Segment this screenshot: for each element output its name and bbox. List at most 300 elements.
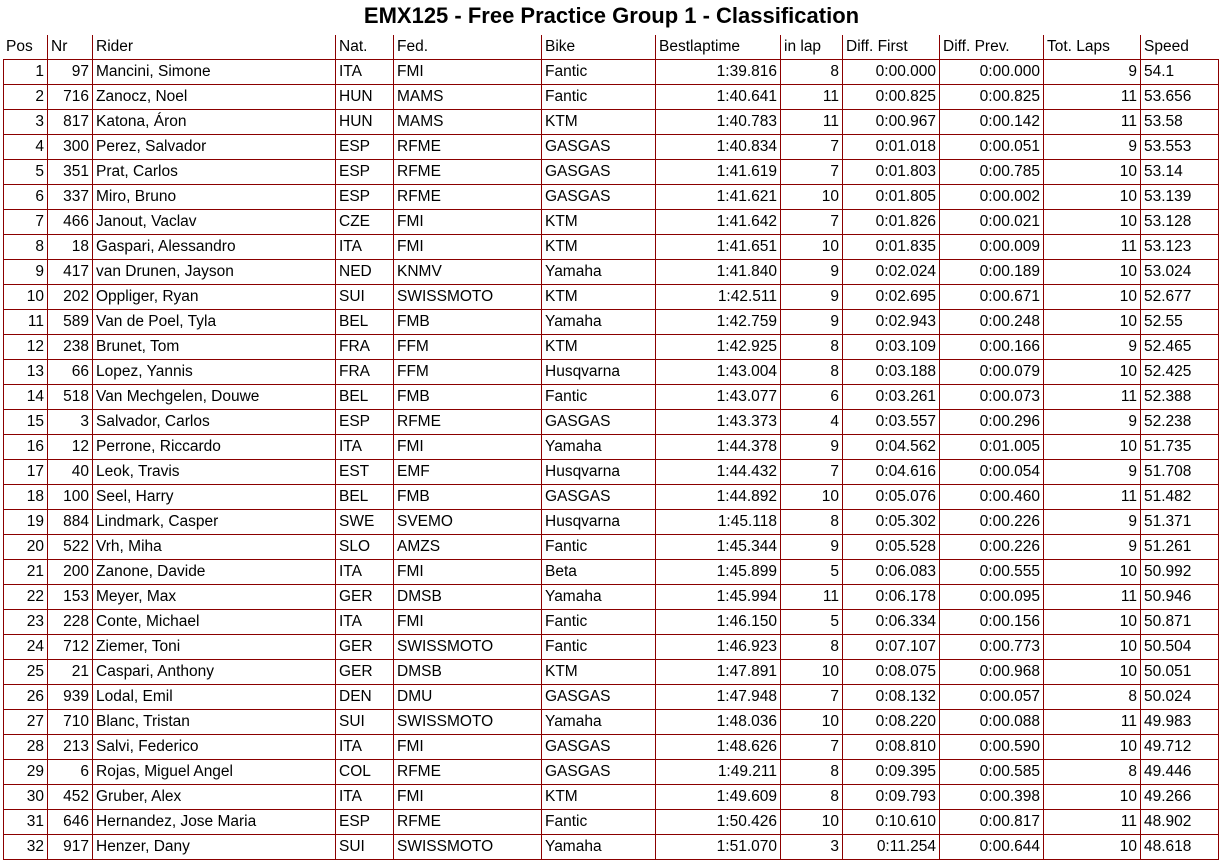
cell-nat: SLO xyxy=(335,535,393,560)
cell-bike: Fantic xyxy=(541,635,655,660)
cell-bestlaptime: 1:47.948 xyxy=(655,685,780,710)
cell-pos: 12 xyxy=(3,335,47,360)
cell-pos: 14 xyxy=(3,385,47,410)
cell-nat: ITA xyxy=(335,60,393,85)
cell-difffirst: 0:05.302 xyxy=(842,510,939,535)
cell-nat: ESP xyxy=(335,410,393,435)
cell-totlaps: 10 xyxy=(1043,560,1140,585)
cell-pos: 26 xyxy=(3,685,47,710)
cell-speed: 49.446 xyxy=(1140,760,1219,785)
cell-bestlaptime: 1:47.891 xyxy=(655,660,780,685)
cell-inlap: 5 xyxy=(780,610,842,635)
cell-nat: SWE xyxy=(335,510,393,535)
cell-rider: Brunet, Tom xyxy=(92,335,335,360)
cell-bestlaptime: 1:46.923 xyxy=(655,635,780,660)
cell-fed: SWISSMOTO xyxy=(393,285,541,310)
cell-bestlaptime: 1:40.834 xyxy=(655,135,780,160)
cell-diffprev: 0:00.226 xyxy=(939,510,1043,535)
cell-nr: 213 xyxy=(47,735,92,760)
cell-rider: Seel, Harry xyxy=(92,485,335,510)
cell-fed: DMU xyxy=(393,685,541,710)
cell-nr: 452 xyxy=(47,785,92,810)
table-row xyxy=(3,135,1219,160)
cell-difffirst: 0:06.083 xyxy=(842,560,939,585)
cell-bike: Fantic xyxy=(541,810,655,835)
cell-nr: 40 xyxy=(47,460,92,485)
cell-fed: FMB xyxy=(393,485,541,510)
cell-totlaps: 10 xyxy=(1043,360,1140,385)
cell-nat: ESP xyxy=(335,810,393,835)
cell-nat: SUI xyxy=(335,835,393,860)
cell-speed: 53.14 xyxy=(1140,160,1219,185)
cell-difffirst: 0:09.793 xyxy=(842,785,939,810)
cell-totlaps: 9 xyxy=(1043,60,1140,85)
cell-nat: ITA xyxy=(335,610,393,635)
cell-pos: 19 xyxy=(3,510,47,535)
cell-bestlaptime: 1:45.344 xyxy=(655,535,780,560)
cell-rider: Van de Poel, Tyla xyxy=(92,310,335,335)
cell-bike: Fantic xyxy=(541,85,655,110)
cell-difffirst: 0:06.178 xyxy=(842,585,939,610)
cell-bestlaptime: 1:51.070 xyxy=(655,835,780,860)
cell-fed: DMSB xyxy=(393,660,541,685)
cell-speed: 50.871 xyxy=(1140,610,1219,635)
cell-difffirst: 0:00.000 xyxy=(842,60,939,85)
cell-fed: RFME xyxy=(393,135,541,160)
cell-nat: ITA xyxy=(335,735,393,760)
cell-inlap: 9 xyxy=(780,535,842,560)
cell-difffirst: 0:07.107 xyxy=(842,635,939,660)
table-row xyxy=(3,360,1219,385)
cell-speed: 52.465 xyxy=(1140,335,1219,360)
cell-bike: Yamaha xyxy=(541,710,655,735)
cell-totlaps: 9 xyxy=(1043,510,1140,535)
cell-inlap: 5 xyxy=(780,560,842,585)
cell-difffirst: 0:08.132 xyxy=(842,685,939,710)
cell-totlaps: 10 xyxy=(1043,735,1140,760)
column-header-diffprev: Diff. Prev. xyxy=(939,35,1043,60)
cell-fed: SWISSMOTO xyxy=(393,835,541,860)
cell-inlap: 8 xyxy=(780,335,842,360)
cell-pos: 7 xyxy=(3,210,47,235)
cell-difffirst: 0:01.803 xyxy=(842,160,939,185)
table-row xyxy=(3,460,1219,485)
cell-bike: Husqvarna xyxy=(541,360,655,385)
cell-speed: 52.238 xyxy=(1140,410,1219,435)
cell-bike: Fantic xyxy=(541,60,655,85)
cell-nr: 939 xyxy=(47,685,92,710)
table-row xyxy=(3,535,1219,560)
cell-nat: HUN xyxy=(335,110,393,135)
cell-totlaps: 9 xyxy=(1043,135,1140,160)
cell-inlap: 10 xyxy=(780,485,842,510)
cell-speed: 52.425 xyxy=(1140,360,1219,385)
table-row xyxy=(3,760,1219,785)
cell-inlap: 8 xyxy=(780,60,842,85)
cell-totlaps: 10 xyxy=(1043,160,1140,185)
cell-nr: 518 xyxy=(47,385,92,410)
cell-speed: 50.992 xyxy=(1140,560,1219,585)
cell-bike: GASGAS xyxy=(541,135,655,160)
cell-inlap: 9 xyxy=(780,285,842,310)
cell-totlaps: 10 xyxy=(1043,785,1140,810)
cell-totlaps: 11 xyxy=(1043,385,1140,410)
cell-nat: NED xyxy=(335,260,393,285)
column-header-inlap: in lap xyxy=(780,35,842,60)
cell-nat: COL xyxy=(335,760,393,785)
cell-speed: 53.656 xyxy=(1140,85,1219,110)
cell-pos: 15 xyxy=(3,410,47,435)
cell-inlap: 10 xyxy=(780,710,842,735)
cell-pos: 6 xyxy=(3,185,47,210)
cell-totlaps: 10 xyxy=(1043,310,1140,335)
cell-fed: FMI xyxy=(393,435,541,460)
cell-difffirst: 0:03.109 xyxy=(842,335,939,360)
table-row xyxy=(3,835,1219,860)
cell-fed: FMI xyxy=(393,785,541,810)
cell-nr: 522 xyxy=(47,535,92,560)
classification-table xyxy=(3,35,1219,860)
cell-speed: 53.58 xyxy=(1140,110,1219,135)
cell-pos: 22 xyxy=(3,585,47,610)
cell-inlap: 9 xyxy=(780,310,842,335)
cell-difffirst: 0:01.805 xyxy=(842,185,939,210)
table-row xyxy=(3,610,1219,635)
cell-diffprev: 0:00.051 xyxy=(939,135,1043,160)
cell-nr: 710 xyxy=(47,710,92,735)
cell-rider: Prat, Carlos xyxy=(92,160,335,185)
cell-difffirst: 0:11.254 xyxy=(842,835,939,860)
cell-bike: KTM xyxy=(541,110,655,135)
cell-nat: HUN xyxy=(335,85,393,110)
cell-bestlaptime: 1:48.626 xyxy=(655,735,780,760)
cell-bike: KTM xyxy=(541,235,655,260)
cell-inlap: 4 xyxy=(780,410,842,435)
cell-speed: 53.139 xyxy=(1140,185,1219,210)
cell-diffprev: 0:00.825 xyxy=(939,85,1043,110)
cell-speed: 50.504 xyxy=(1140,635,1219,660)
cell-bike: Yamaha xyxy=(541,585,655,610)
cell-bike: Husqvarna xyxy=(541,460,655,485)
cell-rider: Vrh, Miha xyxy=(92,535,335,560)
cell-fed: FFM xyxy=(393,335,541,360)
cell-diffprev: 0:00.000 xyxy=(939,60,1043,85)
cell-speed: 50.946 xyxy=(1140,585,1219,610)
cell-totlaps: 11 xyxy=(1043,485,1140,510)
cell-speed: 50.051 xyxy=(1140,660,1219,685)
table-row xyxy=(3,185,1219,210)
cell-fed: MAMS xyxy=(393,110,541,135)
cell-inlap: 8 xyxy=(780,360,842,385)
cell-nat: SUI xyxy=(335,285,393,310)
column-header-nat: Nat. xyxy=(335,35,393,60)
cell-difffirst: 0:02.695 xyxy=(842,285,939,310)
table-row xyxy=(3,60,1219,85)
cell-speed: 49.266 xyxy=(1140,785,1219,810)
cell-bestlaptime: 1:39.816 xyxy=(655,60,780,85)
cell-speed: 51.735 xyxy=(1140,435,1219,460)
cell-bike: KTM xyxy=(541,660,655,685)
cell-nr: 12 xyxy=(47,435,92,460)
cell-inlap: 10 xyxy=(780,660,842,685)
cell-fed: FMI xyxy=(393,235,541,260)
cell-bestlaptime: 1:41.621 xyxy=(655,185,780,210)
cell-inlap: 7 xyxy=(780,460,842,485)
cell-diffprev: 0:00.054 xyxy=(939,460,1043,485)
cell-nat: ITA xyxy=(335,435,393,460)
cell-bestlaptime: 1:40.783 xyxy=(655,110,780,135)
cell-totlaps: 9 xyxy=(1043,335,1140,360)
cell-totlaps: 8 xyxy=(1043,685,1140,710)
column-header-difffirst: Diff. First xyxy=(842,35,939,60)
cell-difffirst: 0:03.188 xyxy=(842,360,939,385)
cell-diffprev: 0:00.073 xyxy=(939,385,1043,410)
cell-difffirst: 0:08.220 xyxy=(842,710,939,735)
cell-rider: Gaspari, Alessandro xyxy=(92,235,335,260)
table-row xyxy=(3,285,1219,310)
cell-bike: Fantic xyxy=(541,535,655,560)
cell-pos: 18 xyxy=(3,485,47,510)
cell-bestlaptime: 1:41.642 xyxy=(655,210,780,235)
cell-diffprev: 0:00.460 xyxy=(939,485,1043,510)
cell-rider: Henzer, Dany xyxy=(92,835,335,860)
table-header-row xyxy=(3,35,1219,60)
cell-bike: GASGAS xyxy=(541,735,655,760)
cell-nr: 351 xyxy=(47,160,92,185)
cell-pos: 25 xyxy=(3,660,47,685)
cell-rider: van Drunen, Jayson xyxy=(92,260,335,285)
cell-inlap: 8 xyxy=(780,635,842,660)
cell-totlaps: 11 xyxy=(1043,85,1140,110)
cell-fed: RFME xyxy=(393,810,541,835)
cell-difffirst: 0:03.261 xyxy=(842,385,939,410)
cell-difffirst: 0:00.825 xyxy=(842,85,939,110)
cell-nat: FRA xyxy=(335,335,393,360)
table-row xyxy=(3,585,1219,610)
cell-bestlaptime: 1:40.641 xyxy=(655,85,780,110)
cell-diffprev: 0:00.226 xyxy=(939,535,1043,560)
cell-nat: SUI xyxy=(335,710,393,735)
cell-diffprev: 0:00.009 xyxy=(939,235,1043,260)
cell-bike: KTM xyxy=(541,285,655,310)
cell-fed: FMI xyxy=(393,610,541,635)
cell-diffprev: 0:00.671 xyxy=(939,285,1043,310)
cell-speed: 53.024 xyxy=(1140,260,1219,285)
cell-bestlaptime: 1:43.373 xyxy=(655,410,780,435)
cell-totlaps: 11 xyxy=(1043,585,1140,610)
cell-pos: 10 xyxy=(3,285,47,310)
cell-speed: 49.983 xyxy=(1140,710,1219,735)
cell-rider: Van Mechgelen, Douwe xyxy=(92,385,335,410)
cell-rider: Ziemer, Toni xyxy=(92,635,335,660)
cell-bike: Yamaha xyxy=(541,310,655,335)
cell-rider: Zanone, Davide xyxy=(92,560,335,585)
table-row xyxy=(3,785,1219,810)
cell-fed: RFME xyxy=(393,185,541,210)
cell-nr: 300 xyxy=(47,135,92,160)
cell-bestlaptime: 1:49.211 xyxy=(655,760,780,785)
cell-bike: GASGAS xyxy=(541,410,655,435)
cell-inlap: 3 xyxy=(780,835,842,860)
cell-rider: Oppliger, Ryan xyxy=(92,285,335,310)
cell-totlaps: 10 xyxy=(1043,210,1140,235)
cell-speed: 51.371 xyxy=(1140,510,1219,535)
cell-nr: 200 xyxy=(47,560,92,585)
cell-bike: KTM xyxy=(541,335,655,360)
cell-bike: GASGAS xyxy=(541,160,655,185)
cell-nat: CZE xyxy=(335,210,393,235)
cell-diffprev: 0:00.398 xyxy=(939,785,1043,810)
cell-speed: 48.618 xyxy=(1140,835,1219,860)
cell-fed: FMB xyxy=(393,385,541,410)
cell-nr: 153 xyxy=(47,585,92,610)
cell-fed: FMB xyxy=(393,310,541,335)
cell-diffprev: 0:00.968 xyxy=(939,660,1043,685)
cell-nr: 6 xyxy=(47,760,92,785)
cell-rider: Perez, Salvador xyxy=(92,135,335,160)
cell-nat: BEL xyxy=(335,385,393,410)
cell-fed: SWISSMOTO xyxy=(393,635,541,660)
page-title: EMX125 - Free Practice Group 1 - Classification xyxy=(363,3,860,28)
cell-pos: 24 xyxy=(3,635,47,660)
cell-inlap: 7 xyxy=(780,160,842,185)
cell-nr: 884 xyxy=(47,510,92,535)
cell-inlap: 10 xyxy=(780,235,842,260)
cell-difffirst: 0:05.528 xyxy=(842,535,939,560)
cell-nr: 21 xyxy=(47,660,92,685)
cell-inlap: 7 xyxy=(780,210,842,235)
cell-nr: 646 xyxy=(47,810,92,835)
cell-speed: 48.902 xyxy=(1140,810,1219,835)
cell-bike: GASGAS xyxy=(541,185,655,210)
cell-bestlaptime: 1:44.892 xyxy=(655,485,780,510)
cell-inlap: 9 xyxy=(780,435,842,460)
table-row xyxy=(3,260,1219,285)
cell-totlaps: 10 xyxy=(1043,185,1140,210)
cell-bestlaptime: 1:41.651 xyxy=(655,235,780,260)
cell-fed: EMF xyxy=(393,460,541,485)
cell-nat: BEL xyxy=(335,485,393,510)
cell-difffirst: 0:02.024 xyxy=(842,260,939,285)
table-row xyxy=(3,210,1219,235)
cell-inlap: 7 xyxy=(780,685,842,710)
cell-pos: 8 xyxy=(3,235,47,260)
table-row xyxy=(3,810,1219,835)
cell-pos: 3 xyxy=(3,110,47,135)
cell-difffirst: 0:09.395 xyxy=(842,760,939,785)
cell-diffprev: 0:00.555 xyxy=(939,560,1043,585)
column-header-bike: Bike xyxy=(541,35,655,60)
cell-totlaps: 10 xyxy=(1043,610,1140,635)
cell-pos: 13 xyxy=(3,360,47,385)
cell-totlaps: 9 xyxy=(1043,535,1140,560)
table-row xyxy=(3,435,1219,460)
column-header-bestlaptime: Bestlaptime xyxy=(655,35,780,60)
cell-fed: FMI xyxy=(393,60,541,85)
cell-fed: FFM xyxy=(393,360,541,385)
cell-difffirst: 0:00.967 xyxy=(842,110,939,135)
cell-rider: Perrone, Riccardo xyxy=(92,435,335,460)
cell-diffprev: 0:00.296 xyxy=(939,410,1043,435)
cell-totlaps: 9 xyxy=(1043,460,1140,485)
cell-bestlaptime: 1:42.759 xyxy=(655,310,780,335)
cell-fed: RFME xyxy=(393,760,541,785)
cell-nr: 337 xyxy=(47,185,92,210)
table-row xyxy=(3,735,1219,760)
cell-totlaps: 11 xyxy=(1043,110,1140,135)
cell-diffprev: 0:00.156 xyxy=(939,610,1043,635)
cell-diffprev: 0:00.585 xyxy=(939,760,1043,785)
cell-difffirst: 0:01.018 xyxy=(842,135,939,160)
cell-inlap: 7 xyxy=(780,735,842,760)
cell-speed: 52.55 xyxy=(1140,310,1219,335)
cell-difffirst: 0:03.557 xyxy=(842,410,939,435)
cell-diffprev: 0:00.088 xyxy=(939,710,1043,735)
cell-bestlaptime: 1:43.004 xyxy=(655,360,780,385)
cell-nr: 466 xyxy=(47,210,92,235)
cell-inlap: 8 xyxy=(780,760,842,785)
cell-rider: Lopez, Yannis xyxy=(92,360,335,385)
cell-speed: 52.388 xyxy=(1140,385,1219,410)
cell-speed: 51.482 xyxy=(1140,485,1219,510)
cell-bestlaptime: 1:45.994 xyxy=(655,585,780,610)
cell-totlaps: 10 xyxy=(1043,635,1140,660)
cell-bike: KTM xyxy=(541,785,655,810)
cell-difffirst: 0:05.076 xyxy=(842,485,939,510)
cell-rider: Lindmark, Casper xyxy=(92,510,335,535)
cell-bike: Yamaha xyxy=(541,435,655,460)
cell-rider: Katona, Áron xyxy=(92,110,335,135)
cell-fed: RFME xyxy=(393,410,541,435)
cell-pos: 23 xyxy=(3,610,47,635)
cell-nr: 97 xyxy=(47,60,92,85)
cell-totlaps: 10 xyxy=(1043,285,1140,310)
cell-pos: 5 xyxy=(3,160,47,185)
cell-speed: 52.677 xyxy=(1140,285,1219,310)
cell-bike: GASGAS xyxy=(541,760,655,785)
cell-rider: Blanc, Tristan xyxy=(92,710,335,735)
cell-difffirst: 0:01.835 xyxy=(842,235,939,260)
cell-fed: DMSB xyxy=(393,585,541,610)
cell-inlap: 6 xyxy=(780,385,842,410)
cell-diffprev: 0:00.644 xyxy=(939,835,1043,860)
cell-diffprev: 0:00.166 xyxy=(939,335,1043,360)
cell-speed: 54.1 xyxy=(1140,60,1219,85)
cell-pos: 11 xyxy=(3,310,47,335)
cell-fed: KNMV xyxy=(393,260,541,285)
table-row xyxy=(3,410,1219,435)
cell-diffprev: 0:00.590 xyxy=(939,735,1043,760)
table-row xyxy=(3,310,1219,335)
cell-nr: 202 xyxy=(47,285,92,310)
cell-nr: 66 xyxy=(47,360,92,385)
cell-bike: Fantic xyxy=(541,610,655,635)
cell-rider: Salvador, Carlos xyxy=(92,410,335,435)
cell-nr: 716 xyxy=(47,85,92,110)
cell-nat: FRA xyxy=(335,360,393,385)
cell-fed: MAMS xyxy=(393,85,541,110)
cell-bike: Fantic xyxy=(541,385,655,410)
cell-bestlaptime: 1:41.619 xyxy=(655,160,780,185)
cell-difffirst: 0:04.562 xyxy=(842,435,939,460)
cell-rider: Mancini, Simone xyxy=(92,60,335,85)
cell-rider: Gruber, Alex xyxy=(92,785,335,810)
cell-nat: ESP xyxy=(335,135,393,160)
cell-difffirst: 0:10.610 xyxy=(842,810,939,835)
cell-bestlaptime: 1:46.150 xyxy=(655,610,780,635)
cell-bestlaptime: 1:45.899 xyxy=(655,560,780,585)
table-row xyxy=(3,660,1219,685)
